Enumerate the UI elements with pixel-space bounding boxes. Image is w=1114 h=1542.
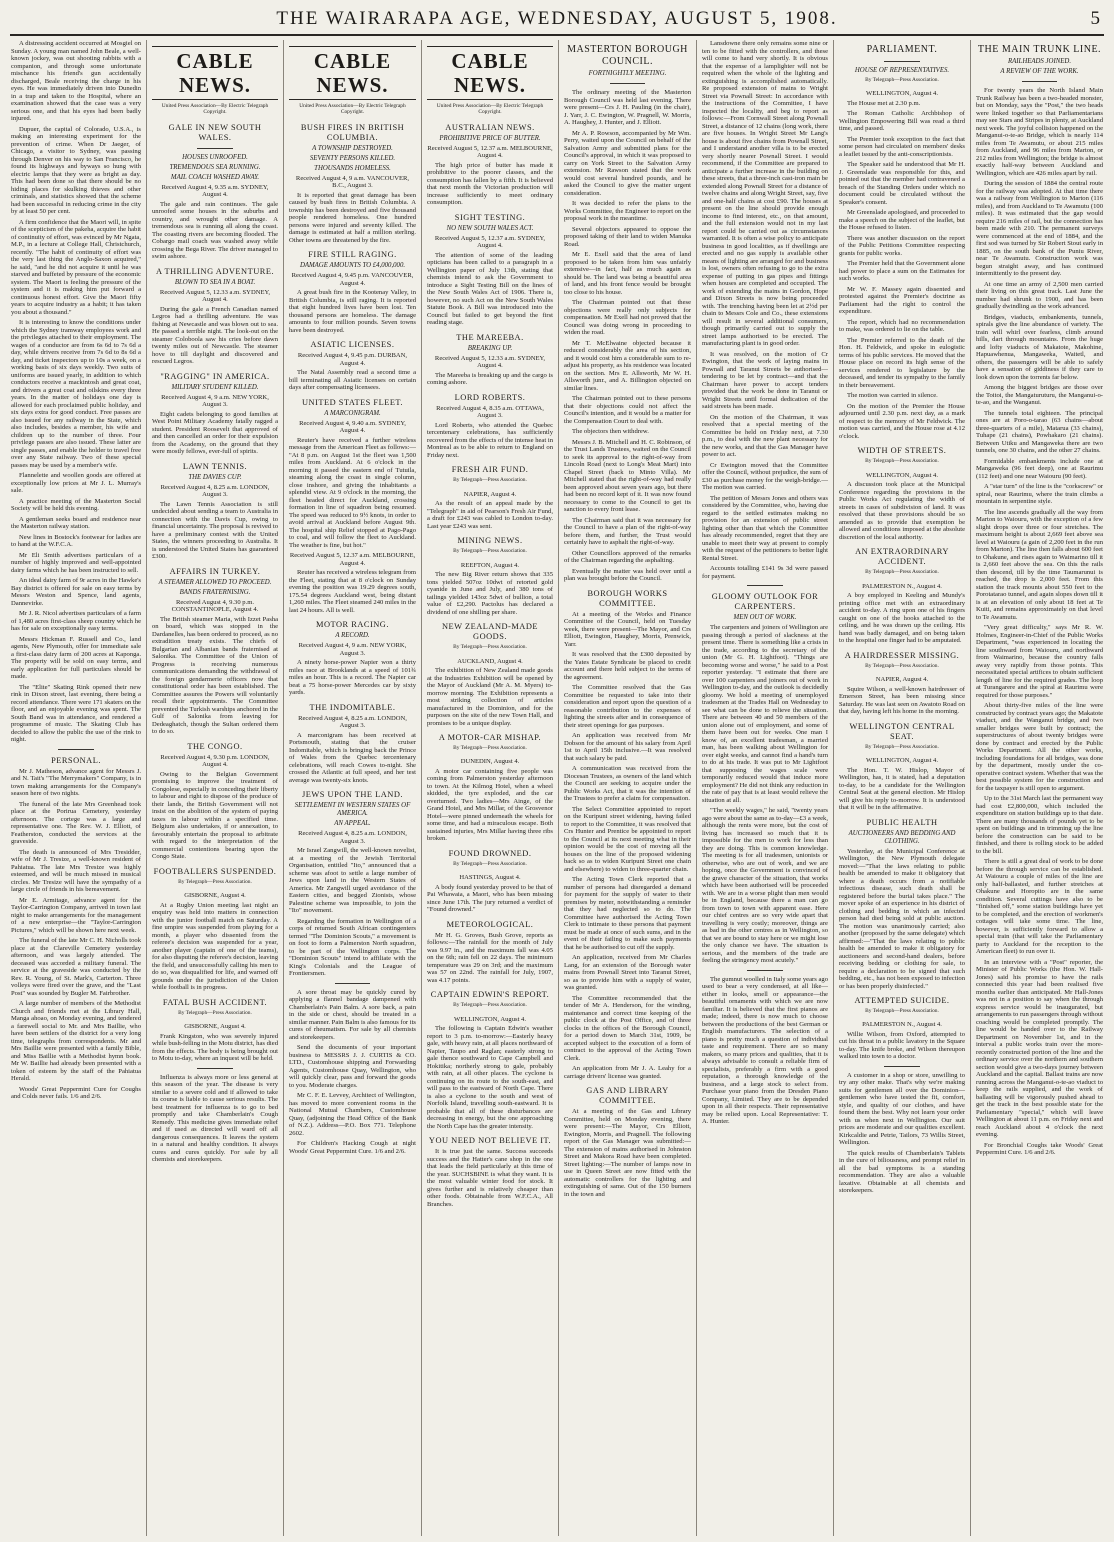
dateline: Received August 4, 9.45 p.m. DURBAN, August 4. bbox=[297, 352, 408, 367]
article-para: Lansdowne there only remains some nine or ten to be fitted with the controllers, and these will come to hand very shortly. It is obvious that the expense of a lamplighter will not be required when the whole of the lighting and extinguishing is accomplished automatically. Re proposed extension of mains to Wright Street via Pownall Street: In accordance with the instructions of the Committee, I have inspected the locality, and beg to report as follows:—From Cornwall Street along Pownall Street, a distance of 12 chains (long work, there are five houses. In Wright Street Mr Lang's house is about five chains from Pownall Street, and I understand another villa is to be erected very shortly nearer Pownall Street. I would recommend, if the Committee are prepared to anticipate a further increase in the building on these streets, that a three-inch cast-iron main be extended along Pownall Street for a distance of twelve chains and along Wright Street, say, five and one-half chains at cost £90. The houses at present on the line should provide enough income to find interest, etc., on that amount, and the full extension would not in my last report could be carried out as circumstances warranted. It is often a wise policy to anticipate business in good localities, as if dwellings are erected and no gas supply is available other means of lighting are arranged for and business is lost, owners often refusing to go to the extra expense of putting in gas pipes and fittings when houses are completed and occupied. The work of extending the mains in Gordon, Hope and Dixon Streets is now being proceeded with. The trenching having been let at 2½d per chain to Messrs Cole and Co., these extensions will result in several additional consumers, though primarily carried out to supply the street lamps authorised to be erected. The manufacturing plant is in good order. bbox=[702, 40, 828, 347]
article-para: The gale and rain continues. The gale unroofed some houses in the suburbs and country, and wrought other damage. A tremendous sea is running all along the coast. The coasting rivers are becoming flooded. The Cobargo mail coach was washed away while crossing the Bega River. The driver managed to swim ashore. bbox=[152, 200, 278, 261]
article-para: An application, received from Mr Charles Lang, for an extension of the Borough water mains from Pownall Street into Taranui Street, so as to provide him with a supply of water, was granted. bbox=[564, 954, 691, 991]
credit-line: By Telegraph—Press Association. bbox=[865, 743, 939, 750]
section-heading: AFFAIRS IN TURKEY. bbox=[169, 566, 261, 576]
article-para: A discussion took place at the Municipal Conference regarding the provisions in the Public Works Act regulating the width of streets in cases of subdivision of land. It was resolved that these provisions should be so amended as to provide that exemption be allowed and conditions imposed at the absolute discretion of the local authority. bbox=[839, 481, 965, 541]
article-para: It was decided to refer the plans to the Works Committee, the Engineer to report on the proposal work in the meantime. bbox=[564, 200, 691, 222]
dateline: Received August 4, 8.25 a.m. LONDON, August 3. bbox=[298, 714, 407, 730]
subheading: A STEAMER ALLOWED TO PROCEED. bbox=[158, 578, 272, 586]
subheading: DAMAGE AMOUNTS TO £4,000,000. bbox=[299, 262, 406, 270]
article-para: The objectors then withdrew. bbox=[572, 428, 649, 435]
article-para: As the result of an appeal made by the "Telegraph" in aid of Pearson's Fresh Air Fund, a draft for £243 was cabled to London to-day. Last year £243 was sent. bbox=[427, 500, 553, 530]
dateline: Received August 4, 9.30 p.m. CONSTANTINOPLE, August 4. bbox=[171, 598, 259, 614]
article-para: The tunnels total eighteen. The principal ones are at Poro-o-tarao (63 chains—about three-quarters of a mile), Matarua (33 chains), Tuhape (21 chains), Powhakaro (21 chains). Between Utiku and Mangaweka there are two tunnels, one 30 chains, and the other 27 chains. bbox=[976, 409, 1103, 454]
article-para: The Select Committee appointed to report on the Kuripuni street widening, having failed to report to the Committee, it was resolved that Crs Hunter and Prentice be appointed to report to the Council at its next meeting what in their opinion would be the cost of moving all the houses on the line of the proposed widening back so as to widen Kuripuni Street one chain and elsewhere) to widen to three-quarter chain. bbox=[564, 805, 691, 873]
divider bbox=[335, 983, 371, 984]
credit-line: By Telegraph—Press Association. bbox=[453, 745, 527, 752]
column-5 bbox=[558, 40, 696, 1536]
section-heading: MOTOR RACING. bbox=[316, 620, 389, 630]
article-para: Squire Wilson, a well-known hairdresser of Emerson Street, has been missing since Saturday. He was last seen on Awatoto Road on that day, having left his home in the morning. bbox=[839, 685, 965, 716]
section-heading: WELLINGTON CENTRAL SEAT. bbox=[849, 721, 955, 741]
section-heading: UNITED STATES FLEET. bbox=[301, 397, 404, 407]
article-para: A firm confidence that the Maori will, in spite of the scepticism of the pakeha, acquire the habit of continuity of effort, was evinced by Mr Ngata, M.P., in a lecture at College Hall, Christchurch, recently. "The habit of continuity of effort was the very last thing the Anglo-Saxon acquired," he said, "and he did not acquire it until he was starved and buffeted by pressure of the economic system. The Maori is feeling the pressure of the system and it is making him put forward a continuous honest effort. Give the Maori fifty years to acquire industry as a habit; it has taken you about a thousand." bbox=[11, 218, 141, 316]
section-heading: PUBLIC HEALTH bbox=[866, 817, 938, 827]
article-para: The Committee recommended that the tender of Mr A. Henderson, for the winding, maintenance and correct time keeping of the public clock at the Post Office, and of three clocks in the offices of the Borough Council, for a period down to March 31st, 1909, be accepted subject to the execution of a form of contract to the approval of the Acting Town Clerk. bbox=[564, 994, 691, 1062]
section-heading: GALE IN NEW SOUTH WALES. bbox=[168, 122, 262, 142]
dateline: Received August 5, 12.37 a.m. MELBOURNE, August 4. bbox=[427, 144, 553, 160]
credit-line: By Telegraph—Press Association. bbox=[453, 860, 527, 867]
section-heading: LAWN TENNIS. bbox=[182, 461, 248, 471]
page-number: 5 bbox=[1090, 8, 1100, 29]
article-para: Among the biggest bridges are those over the Toitoi, the Mangaturuturu, the Manganui-o-te-ao, and the Wanganui. bbox=[976, 384, 1103, 406]
article-para: Messrs J. B. Mitchell and H. C. Robinson, of the Trust Lands Trustees, waited on the Council to seek its approval to the right-of-way from Lincoln Road (next to Long's Meat Mart) into Chapel Street (back to Minto Villa). Mr Mitchell stated that the right-of-way had really been approved about seven years ago, but there had been no record kept of it. It was now found necessary to come to the Council to get its sanction to every front lease. bbox=[564, 438, 691, 513]
article-para: The "Elite" Skating Rink opened their new rink in Dixon street, last evening, there being a record attendance. There were 171 skaters on the floor, and an enjoyable evening was spent. The South Band was in attendance, and rendered a programme of music. The Skating Club has decided to allow the public the use of the rink to night. bbox=[11, 683, 141, 743]
article-para: The following is Captain Edwin's weather report to 3 p.m. to-morrow:—Easterly heavy gale, with heavy rain, at all places northward of Napier, Taupo and Raglan; easterly strong to gale thence southward to Cape Campbell and Hokitika; northerly strong to gale, probably with rain, at all other places. The cyclone is continuing on its route to the south-east, and will pass to the eastward of North Cape. There is also a cyclone to the south and west of Norfolk Island, travelling south-eastward. It is probable that all of these disturbances are decreasing in energy, but the one approaching the North Cape has the greater intensity. bbox=[427, 1025, 553, 1130]
advertisement: Woods' Great Peppermint Cure for Coughs and Colds never fails. 1/6 and 2/6. bbox=[11, 1085, 141, 1100]
advertisement: Send the documents of your important business to MESSRS J. J. CURTIS & CO. LTD., Customhouse shipping and Forwarding Agents, Customhouse Quay, Wellington, who will quickly clear, pass and forward the goods to you. Moderate charges. bbox=[289, 1044, 416, 1089]
dateline: Received August 4, 9.45 p.m. VANCOUVER, August 4. bbox=[291, 272, 414, 287]
article-para: Other Councillors approved of the remarks of the Chairman regarding the asphalting. bbox=[564, 549, 691, 564]
article-para: In an interview with a "Post" reporter, the Minister of Public Works (the Hon. W. Hall-Jones) said his promise to have the rails connected this year had been realised five months earlier than anticipated. Mr Hall-Jones was not in a position to say when the through express service would be inaugurated, but arrangements to run passengers through without coaching would be completed promptly. The line would be handed over to the Railway Department on November 1st, and in the interval a public works train over the more-recently constructed portion of the line and the ordinary service over the northern and southern section would give a two-days journey between Auckland and the capital. Ballast trains are now running across the Manganui-o-te-ao viaduct to keep the rails supplied, and the work of ballasting will be vigorously pushed ahead to get the track in the best possible state for the Parliamentary "special," which will leave Wellington at about 11 p.m. on Friday next and reach Auckland about 4 o'clock the next evening. bbox=[976, 958, 1103, 1138]
article-para: The funeral of the late Mr C. H. Nicholls took place at the Clareville Cemetery yesterday afternoon, and was largely attended. The deceased was accorded a military funeral. The service at the graveside was conducted by the Rev. R. Young, of St. Mark's, Carterton. Three volleys were fired over the grave, and the "Last Post" was sounded by Bugler M. Fairbrother. bbox=[11, 937, 141, 997]
article-para: A practice meeting of the Masterton Social Society will be held this evening. bbox=[11, 497, 141, 512]
article-para: A great bush fire in the Kootenay Valley, in British Columbia, is still raging. It is reported that eight hundred lives have been lost. Ten thousand persons are homeless. The damage amounts to four million pounds. Seven towns have been destroyed. bbox=[289, 289, 416, 334]
article-para: Accounts totalling £141 9s 3d were passed for payment. bbox=[702, 565, 828, 580]
advertisement: It is true just the same. Success succeeds success and the Hatter's cane shop in the one that leads the field particularly at this time of the year. SUCHSBINE is what they want. It is the most valuable winter food for stock. It gives further and is relatively cheaper than other foods. Obtainable from W.F.C.A., All Branches. bbox=[427, 1148, 553, 1208]
article-para: The Committee resolved that the Gas Committee be requested to take into their consideration and report upon the question of a reasonable contribution to the expenses of lighting the streets after and in consequence of their street openings for gas purposes. bbox=[564, 684, 691, 729]
column-1 bbox=[6, 40, 146, 1536]
subheading: FORTNIGHTLY MEETING. bbox=[588, 70, 667, 77]
article-para: Mr Eli Smith advertises particulars of a number of highly improved and well-appointed dairy farms which he has been instructed to sell. bbox=[11, 551, 141, 574]
advertisement: The quick results of Chamberlain's Tablets in the cure of biliousness, and prompt relief in all the bad symptoms is a standing recommendation. They are also a valuable laxative. Obtainable at all chemists and storekeepers. bbox=[839, 1149, 965, 1195]
subheading: THOUSANDS HOMELESS. bbox=[314, 164, 391, 172]
credit-line: United Press Association—By Electric Telegraph Copyright. bbox=[299, 103, 406, 116]
article-para: At a Rugby Union meeting last night an enquiry was held into matters in connection with the junior football match on Saturday. A fine umpire was suspended from playing for a month, a player who dissented from the referee's decision was suspended for a year, another player (captain of one of the teams), for also disputing the referee's decision, leaving the field, and unsuccessfully calling his men to do so, was disqualified for life, and warned off grounds under the jurisdiction of the Union while football is in progress. bbox=[152, 901, 278, 992]
article-para: Yesterday, at the Municipal Conference at Wellington, the New Plymouth delegate moved:—"That the laws relating to public health be amended to make it obligatory that where a death occurs from a notifiable infectious disease, such death shall be registered before the burial takes place." The mover spoke of an experience in his district of clothing and bedding in which an infected person had died being sold at public auction. The motion was unanimously carried; also another (proposed by the same delegate) which affirmed:—"That the laws relating to public health be amended to make it obligatory for auctioneers and second-hand dealers, before receiving bedding or clothing for sale, to require a declaration to be signed that such bedding, etc., has not been exposed to infection or has been properly disinfected." bbox=[839, 847, 965, 990]
article-para: Mr J. R. Nicol advertises particulars of a farm of 1,480 acres first-class sheep country which he has for sale on exceptionally easy terms. bbox=[11, 610, 141, 632]
credit-line: United Press Association—By Electric Telegraph Copyright. bbox=[436, 103, 544, 116]
dateline: WELLINGTON, August 4. bbox=[865, 757, 939, 765]
article-para: During the gale a French Canadian named Legros had a thrilling adventure. He was fishing at Newcastle and was blown out to sea. He passed a terrible night. The look-out on the steamer Coloboola saw his cries before dawn twenty miles out of Newcastle. The steamer hove to till daylight and discovered and rescued Legros. bbox=[152, 305, 278, 366]
article-para: A distressing accident occurred at Mosgiel on Sunday. A young man named John Beale, a well-known jockey, was out shooting rabbits with a companion, and through some unfortunate mischance his friend's gun accidentally discharged, Beale receiving the charge in his eyes. He was immediately driven into Dunedin in a trap and taken to the Hospital, where an examination showed that the case was a very serious one, and that his eyes had been badly injured. bbox=[11, 40, 141, 122]
advertisement: For Bronchial Coughs take Woods' Great Peppermint Cure. 1/6 and 2/6. bbox=[976, 1141, 1103, 1156]
subheading: BLOWN TO SEA IN A BOAT. bbox=[174, 278, 256, 286]
section-heading: ATTEMPTED SUICIDE. bbox=[854, 996, 950, 1006]
article-para: The Mareeba is breaking up and the cargo is coming ashore. bbox=[427, 371, 553, 387]
article-para: It is interesting to know the conditions under which the Sydney tramway employees work and the privileges attached to their employment. The wages of a conductor are from 6s 6d to 7s 6d a day, while drivers receive from 7s 6d to 8s 6d a day, and ticket inspectors up to 10s a week, on a working basis of six days weekly. Two suits of uniforms are issued yearly, in addition to which conductors receive a mackintosh and great coat, and drivers a great coat and oilskins every three years. In the matter of holidays one day is allowed for each proclaimed public holiday, and six days extra for good conduct. Free passes are also issued for any railway in the State, which also includes, besides a member, his wife and children up to the number of three. Four privilege passes are also issued. These latter are single passes, and enable the holder to travel free over any State railway. Two of these special passes may be used by a member's wife. bbox=[11, 319, 141, 469]
section-heading: THE CONGO. bbox=[187, 741, 243, 751]
article-para: At one time an army of 2,500 men carried their living on this great track. Last June the number had shrunk to 1900, and has been gradually dwindling as the work advanced. bbox=[976, 280, 1103, 310]
article-para: Reuter's have received a further wireless message from the American Fleet as follows:— "At 8 p.m. on August 1st the fleet was 1,500 miles from Auckland. At 6 o'clock in the morning it passed the eastern end of Tutuila, steaming along the coast in single column, close inshore, and giving the inhabitants a splendid view. At 9 o'clock in the morning, the fleet headed direct for Auckland, crossing formation in line of squadron being resumed. The speed was reduced to 9½ knots, in order to avoid arrival at Auckland before August 9th. The hospital ship Relief stopped at Pago-Pago to coal, and will follow the fleet to Auckland. The weather is fine, but hot." bbox=[289, 436, 416, 549]
article-para: It is reported that great damage has been caused by bush fires in British Columbia. A township has been destroyed and five thousand people rendered homeless. One hundred persons were injured and seventy killed. The damage is estimated at half a million sterling. Other towns are threatened by the fire. bbox=[289, 191, 416, 244]
section-heading: AN EXTRAORDINARY ACCIDENT. bbox=[855, 547, 949, 567]
dateline: PALMERSTON N., August 4. bbox=[862, 582, 942, 590]
article-para: Cr Ewington moved that the Committee offer the Council, without prejudice, the sum of £30 as purchase money for the weigh-bridge.—The motion was carried. bbox=[702, 461, 828, 491]
article-para: A communication was received from the Diocesan Trustees, as owners of the land which the Council are seeking to acquire under the Public Works Act, that it was the intention of the Trustees to prefer a claim for compensation. bbox=[564, 765, 691, 802]
subheading: A TOWNSHIP DESTROYED. bbox=[312, 144, 393, 152]
article-para: The motion was carried in silence. bbox=[847, 392, 938, 400]
section-heading: SIGHT TESTING. bbox=[454, 212, 526, 222]
advertisement: Influenza is always more or less general at this season of the year. The disease is very similar to a severe cold and if allowed to take its course is liable to cause serious results. The best treatment for influenza is to go to bed promptly and take Chamberlain's Cough Remedy. This medicine gives immediate relief and if used as directed will ward off all dangerous consequences. It leaves the system in a natural and healthy condition. It always cures and cures quickly. For sale by all chemists and storekeepers. bbox=[152, 1073, 278, 1164]
article-para: The British steamer Maria, with Izzet Pasha on board, which was stopped in the Dardanelles, has been ordered to proceed, as no extradition treaty exists. The chiefs of Bulgarian and Albanian bands fraternised at Salonika. The Committee of the Union of Progress is receiving numerous communications demanding the withdrawal of the foreign gendarmerie officers now that constitutional order has been established. The Committee assures the Powers will voluntarily recall their appointments. The Committee prevented the Turkish warships anchored in the Gulf of Salonika from leaving for Dedeaghatch, though the Sultan ordered them to do so. bbox=[152, 615, 278, 736]
article-para: Reuter has received a wireless telegram from the Fleet, stating that at 8 o'clock on Sunday evening the position was 19.29 degrees south, 175.54 degrees Auckland west, being distant 1,260 miles. The Fleet steamed 240 miles in the last 24 hours. All is well. bbox=[289, 569, 416, 614]
subheading: HOUSES UNROOFED. bbox=[182, 153, 248, 161]
article-para: Eventually the matter was held over until a plan was brought before the Council. bbox=[564, 567, 691, 582]
section-heading: METEOROLOGICAL. bbox=[446, 919, 534, 929]
article-para: The carpenters and joiners of Wellington are passing through a period of slackness at the present time. There is something like a crisis in the trade, according to the secretary of the union (Mr G. H. Lightfoot). "Things are becoming worse and worse," he said to a Post reporter yesterday. "I estimate that there are over 100 carpenters and joiners out of work in Wellington to-day, and the outlook is decidedly gloomy. We hold a meeting of unemployed tradesmen at the Trades Hall on Wednesday to see what can be done to relieve the situation. There are between 40 and 50 members of the union alone out of employment, and some of them have been out for weeks. One man I know of, an excellent tradesman, a married man, has been walking about Wellington for over eight weeks, and cannot find a hand's turn to do at his trade. It was put to Mr Lightfoot that supposing the wages scale were temporarily reduced would that induce more employment? He did not think any reduction in the rate of pay that is at least would relieve the situation at all. bbox=[702, 624, 828, 804]
article-para: The report, which had no recommendation to make, was ordered to lie on the table. bbox=[839, 318, 965, 334]
subheading: MILITARY STUDENT KILLED. bbox=[171, 383, 259, 391]
section-heading: PARLIAMENT. bbox=[866, 44, 938, 55]
section-heading: MINING NEWS. bbox=[457, 536, 523, 546]
divider bbox=[747, 585, 782, 586]
section-heading: A HAIRDRESSER MISSING. bbox=[844, 650, 960, 660]
section-heading: PERSONAL. bbox=[51, 755, 101, 765]
article-para: Mr Greenslade apologised, and proceeded to make a speech on the subject of the leaflet, but the House refused to listen. bbox=[839, 209, 965, 232]
divider bbox=[197, 1068, 232, 1069]
column-3 bbox=[283, 40, 421, 1536]
article-para: The exhibition of New Zealand made goods at the Industries Exhibition will be opened by the Mayor of Auckland (Mr A. M. Myers) to-morrow morning. The Exhibition represents a most striking collection of articles manufactured in the Dominion, and for the purposes on the site of the new Town Hall, and promises to be a unique display. bbox=[427, 667, 553, 727]
dateline: PALMERSTON N., August 4. bbox=[862, 1021, 942, 1029]
dateline: Received August 4, 9 a.m. NEW YORK, August 3. bbox=[161, 393, 269, 409]
section-heading: NEW ZEALAND-MADE GOODS. bbox=[442, 622, 538, 642]
credit-line: By Telegraph—Press Association. bbox=[865, 569, 939, 576]
article-para: A ninety horse-power Napier won a thirty miles race at Brooklands at a speed of 101¾ miles an hour. This is a record. The Napier car beat a 75 horse-power Mercedes car by sixty yards. bbox=[289, 659, 416, 697]
dateline: WELLINGTON, August 4. bbox=[453, 1015, 527, 1023]
article-para: Messrs Hickman F. Russell and Co., land agents, New Plymouth, offer for immediate sale a first-class dairy farm of 200 acres at Kaponga. The property will be sold on easy terms, and early application for full particulars should be made. bbox=[11, 635, 141, 680]
cable-news-heading: CABLE NEWS. bbox=[427, 46, 553, 100]
article-para: It was resolved, on the motion of Cr Ewington, that the work of laying mains in Pownall and Taranui Streets be authorised—tendering to be let by contract—and that the Chairman have power to accept tenders provided that the work be done in Taranui or Wright Streets until formal dedication of the said streets has been made. bbox=[702, 350, 828, 410]
section-heading: FATAL BUSH ACCIDENT. bbox=[162, 997, 268, 1007]
credit-line: By Telegraph—Press Association. bbox=[865, 77, 939, 83]
article-para: Bridges, viaducts, embankments, tunnels, spirals give the line abundance of variety. The train will whirl over fearless, climb around hills, dart through mountains. From the huge and lofty viaducts of Makatote, Makohine, Hapuawhenua, Mangaweka, Waitetl, and others, the passengers will be able to safely have a sensation of giddiness if they care to look down upon the torrents far below. bbox=[976, 313, 1103, 381]
divider bbox=[884, 61, 919, 62]
subheading: PROHIBITIVE PRICE OF BUTTER. bbox=[439, 134, 541, 142]
article-para: Eight cadets belonging to good families at West Point Military Academy fatally ragged a student. President Roosevelt that approved of and then cancelled an order for their expulsion from the Academy, on the ground that they were mostly fellows, ever-full of spirits. bbox=[152, 410, 278, 456]
article-para: The line ascends gradually all the way from Marton to Waiouru, with the exception of a few slight drops over three or four stretches. The maximum height is about 2,669 feet above sea level at Waiouru (a gain of 2,200 feet in the run from Marton). The line then falls about 600 feet to Ohakune, and rises again to Waimarino till it is 2,660 feet above the sea. On this the rails then descend, till by the time Taumarunui is reached, the drop is 2,000 feet. From this station the track mounts about 550 feet to the Porotatarao tunnel, and again slopes down till it is at an elevation of only about 18 feet at Te Kuiti, and remains approximately on that level to Te Awamutu. bbox=[976, 508, 1103, 621]
divider bbox=[58, 749, 94, 750]
article-para: A "star turn" of the line is the "corkscrew" or spiral, near Raurimu, where the train climbs a mountain in serpentine style. bbox=[976, 483, 1103, 505]
section-heading: FOUND DROWNED. bbox=[448, 848, 532, 858]
article-para: A body found yesterday proved to be that of Pai Whawaia, a Maori, who has been missing since June 17th. The jury returned a verdict of "Found drowned." bbox=[427, 883, 553, 914]
credit-line: United Press Association—By Electric Telegraph Copyright. bbox=[161, 103, 269, 116]
dateline: Received August 4, 9.30 p.m. LONDON, August 4. bbox=[160, 753, 270, 769]
advertisement: The gumnut woolled in Italy some years ago used to bear a very condensed, at all like—either in looks, smell or appearance—the beautiful ornaments with which we are now familiar. It is believed that the first pianos are made; indeed, there is now much to choose between the productions of the best German or English manufacturers. The selection of a piano is pretty much a question of individual taste and requirement. There are so many makers, so many prices and qualities, that it is always advisable to consult a reliable firm of specialists, preferably a firm with a good reputation, a thorough knowledge of the business, and a large stock to select from. Purchase your piano from the Dresden Piano Company, Limited. They are to be depended upon in all their respects. Their representative may be relied upon. Local Representative: T. A. Hunter. bbox=[702, 975, 828, 1125]
dateline: HASTINGS, August 4. bbox=[459, 874, 521, 882]
dateline: Received August 5, 12.33 a.m. SYDNEY, August 4. bbox=[434, 354, 546, 370]
subheading: MEN OUT OF WORK. bbox=[733, 614, 797, 621]
subheading: RAILHEADS JOINED. bbox=[1007, 58, 1072, 65]
advertisement: A sore throat may be quickly cured by applying a flannel bandage dampened with Chamberlain's Pain Balm. A sore back, a pain in the side or chest, should be treated in a similar manner. Pain Balm is also famous for its cures of rheumatism. For sale by all chemists and storekeepers. bbox=[289, 988, 416, 1041]
section-heading: BUSH FIRES IN BRITISH COLUMBIA. bbox=[300, 122, 405, 142]
credit-line: By Telegraph—Press Association. bbox=[865, 1008, 939, 1015]
article-para: The death is announced of Mrs Tresidder, wife of Mr J. Tresize, a well-known resident of Pahiatua. The late Mrs Tresize was highly esteemed, and will be much missed in musical circles. Mr Tresize will have the sympathy of a large circle of friends in his bereavement. bbox=[11, 848, 141, 893]
credit-line: By Telegraph—Press Association. bbox=[178, 878, 252, 885]
article-para: The Chairman pointed out that these objections were really only subjects for compensation. Mr Exell had not proved that the Council was doing wrong in proceeding to widen the road. bbox=[564, 299, 691, 336]
section-heading: A MOTOR-CAR MISHAP. bbox=[438, 733, 542, 743]
dateline: AUCKLAND, August 4. bbox=[457, 657, 523, 665]
section-heading: "RAGGING" IN AMERICA. bbox=[160, 371, 270, 381]
dateline: WELLINGTON, August 4. bbox=[865, 471, 939, 479]
article-para: During the session of 1884 the central route for the railway was adopted. At that time there was a railway from Wellington to Marton (116 miles), and from Auckland to Te Awamutu (100 miles). It was estimated that the gap would require 216 miles of rail, but the connection has been made with 210. The permanent surveys were commenced at the end of 1884, and the first sod was turned by Sir Robert Stout early in 1885, on the south bank of the Puniu River, near Te Awamutu. Construction work was begun straight away, and has continued intermittently to the present day. bbox=[976, 180, 1103, 277]
article-para: Regarding the formation in Wellington of a corps of returned South African contingenters termed "The Dominion Scouts," a movement is on foot to form a Palmerston North squadron, to be part of the Wellington corps. The "Dominion Scouts" intend to affiliate with the King's Colonials and the League of Frontiersmen. bbox=[289, 917, 416, 978]
credit-line: By Telegraph—Press Association. bbox=[178, 1009, 252, 1016]
subheading: HOUSE OF REPRESENTATIVES. bbox=[854, 67, 950, 74]
masthead-title: THE WAIRARAPA AGE, WEDNESDAY, AUGUST 5, 1908. bbox=[276, 8, 838, 29]
advertisement: Mr C. F. E. Levvey, Architect of Wellington, has moved to more convenient rooms in the National Mutual Chambers, Customhouse Quay, (adjoining the Head Office of the Bank of N.Z.). Address—P.O. Box 771. Telephone 2602. bbox=[289, 1092, 416, 1137]
article-para: Mr H. G. Groves, Bush Grove, reports as follows:—The rainfall for the month of July was 9.97 in., and the maximum fall was 4.05 on the 6th; rain fell on 22 days. The minimum temperature was 29 on 3rd; and the maximum was 57 on 22nd. The rainfall for July, 1907, was 4.17 points. bbox=[427, 931, 553, 984]
article-para: A boy employed in Keeling and Mundy's printing office met with an extraordinary accident to-day. A ring upon one of his fingers caught on one of the hooks attached to the ceiling, and he was drawn up the ceiling. His hand was badly damaged, and on being taken to the hospital one finger had to be amputated. bbox=[839, 592, 965, 645]
article-para: A large number of members of the Methodist Church and friends met at the Library Hall, Manga ahoao, on Monday evening, and tendered a farewell social to Mr. and Mrs Baillie, who have been settlers of the district for a very long time, telegraphs from correspondents. Mr and Mrs Baillie were presented with a family Bible, and Miss Baillie with a Methodist hymn book. Mr W. Baillie had already been presented with a token of esteem by the staff of the Pahiatua Herald. bbox=[11, 1000, 141, 1082]
article-para: Mr W. F. Massey again dissented and protested against the Premier's doctrine as Parliament had the right to control the expenditure. bbox=[839, 285, 965, 316]
column-8 bbox=[970, 40, 1108, 1536]
credit-line: By Telegraph—Press Association. bbox=[453, 548, 527, 555]
credit-line: By Telegraph—Press Association. bbox=[453, 1002, 527, 1009]
column-6 bbox=[696, 40, 833, 1536]
article-para: On the motion of the Chairman, it was resolved that a special meeting of the Committee be held on Friday next, at 7.30 p.m., to deal with the new plant necessary for the new works, and that the Gas Manager have power to act. bbox=[702, 413, 828, 458]
article-para: The Natal Assembly read a second time a bill terminating all Asiatic licenses on certain days after compensating licensees. bbox=[289, 369, 416, 392]
section-heading: BOROUGH WORKS COMMITTEE. bbox=[587, 588, 668, 608]
dateline: WELLINGTON, August 4. bbox=[865, 90, 939, 98]
column-4 bbox=[421, 40, 558, 1536]
dateline: NAPIER, August 4. bbox=[463, 490, 517, 498]
article-para: Mr J. Matheson, advance agent for Messrs J. and N. Tait's "The Merrymakers" Company, is in town making arrangements for the Company's season here of two nights. bbox=[11, 767, 141, 797]
dateline: Received August 5, 12.37 a.m. SYDNEY, August 4. bbox=[434, 234, 546, 250]
article-para: There is still a great deal of work to be done before the through service can be established. At Waiouru a couple of miles of the line are only half-ballasted, and further stretches at Ohakune and Horopito are in the same condition. Several cuttings have also to be "finished off," some station buildings have yet to be completed, and the erection of workmen's cottages will take some time. The line, however, is sufficiently forward to allow a special train (that will take the Parliamentary party to Auckland for the reception to the American fleet) to run over it. bbox=[976, 858, 1103, 955]
section-heading: ASIATIC LICENSES. bbox=[310, 340, 395, 350]
article-para: Frank Kingston, who was severely injured while bush-felling in the Motu district, has died from the effects. The body is being brought out to Motu to-day, where an inquest will be held. bbox=[152, 1032, 278, 1063]
subheading: BANDS FRATERNISING. bbox=[179, 588, 251, 596]
article-para: Mr T. McElwaine objected because it reduced considerably the area of his section, and it would cost him a considerable sum to re-adjust his property, as his residence was located on the section. Mrs E. Allsworth, Mr W. H. Allsworth junr., and A. Billington objected on similar lines. bbox=[564, 339, 691, 392]
article-para: The funeral of the late Mrs Greenhead took place at the Porirua Cemetery, yesterday afternoon. The cortege was a large and representative one. The Rev. W. J. Elliott, of Featherston, conducted the services at the graveside. bbox=[11, 800, 141, 845]
dateline: Received August 4, 9.35 a.m. SYDNEY, August 4. bbox=[161, 183, 269, 199]
article-para: An application from Mr J. A. Leahy for a carriage drivers' license was granted. bbox=[564, 1065, 691, 1080]
subheading: A REVIEW OF THE WORK. bbox=[1000, 68, 1079, 75]
article-para: The Roman Catholic Archbishop of Wellington Empowering Bill was read a third time, and passed. bbox=[839, 110, 965, 133]
dateline: Received August 4, 9 a.m. VANCOUVER, B.C., August 3. bbox=[295, 174, 410, 190]
article-para: It was resolved that the £300 deposited by the Yates Estate Syndicate be placed to credit account and there held subject to the terms of the agreement. bbox=[564, 651, 691, 681]
subheading: NO NEW SOUTH WALES ACT. bbox=[446, 224, 534, 232]
article-para: Willie Wilson, from Oxford, attempted to cut his throat in a public lavatory in the Square to-day. The knife broke, and Wilson thereupon walked into town to a doctor. bbox=[839, 1030, 965, 1061]
article-para: There was another discussion on the report of the Public Petitions Committee respecting grants for public works. bbox=[839, 234, 965, 257]
subheading: SETTLEMENT IN WESTERN STATES OF AMERICA. bbox=[294, 802, 411, 818]
section-heading: FOOTBALLERS SUSPENDED. bbox=[153, 866, 277, 876]
article-para: A gentleman seeks board and residence near the Masterton railway station. bbox=[11, 515, 141, 530]
credit-line: By Telegraph—Press Association. bbox=[453, 477, 527, 484]
subheading: SEVENTY PERSONS KILLED. bbox=[309, 154, 396, 162]
dateline: GISBORNE, August 4. bbox=[184, 892, 246, 900]
section-heading: YOU NEED NOT BELIEVE IT. bbox=[428, 1136, 552, 1146]
article-para: Owing to the Belgian Government promising to improve the treatment of Congolese, especially in conceding their liberty to labour and right to dispose of the produce of their lands, the British Government will not insist on the abolition of the system of paying taxes in labour within a specified time. Belgium also undertakes, if or annexation, to favourably entertain the proposal to arbitrate with regard to the interpretation of the commercial contentions bearing upon the Congo State. bbox=[152, 770, 278, 861]
credit-line: By Telegraph—Press Association. bbox=[865, 662, 939, 669]
dateline: NAPIER, August 4. bbox=[875, 676, 929, 684]
article-para: Dupuer, the capital of Colorado, U.S.A., is making an interesting experiment for the prevention of crime. When Dr Jaeger, of Chicago, a visitor to Sydney, was passing through Denver on his way to San Francisco, he found its highways and byways so hung with electric lamps that they were as bright as day. This had been done so that there should be no hiding places for skulking thieves and other criminals, and statistics showed that the scheme had been successful in reducing crime in the city by at least 50 per cent. bbox=[11, 125, 141, 215]
section-heading: THE MAREEBA. bbox=[456, 332, 524, 342]
subheading: AN APPEAL. bbox=[334, 820, 371, 828]
article-para: The House met at 2.30 p.m. bbox=[847, 99, 921, 107]
advertisement: A customer in a shop or store, unwilling to try any other make. That's why we're making suits for gentlemen all over the Dominion—gentlemen who have tested the fit, comfort, style, and quality of our clothes, and have found them the best. Why not learn your order with us when next in Wellington. Our suit prices are moderate and our qualities excellent. Kirkcaldie and Petrie, Tailors, 73 Willis Street, Wellington. bbox=[839, 1071, 965, 1147]
divider bbox=[1022, 81, 1058, 82]
article-para: The Speaker said he understood that Mr H. J. Greenslade was responsible for this, and pointed out that the member had contravened a breach of the Standing Orders under which no document could be circulated without the Speaker's consent. bbox=[839, 161, 965, 206]
article-para: A marconigram has been received at Portsmouth, stating that the cruiser Indomitable, which is bringing back the Prince of Wales from the Quebec tercentenary celebrations, will reach Cowes to-night. She crossed the Atlantic at full speed, and her test average was twenty-six knots. bbox=[289, 731, 416, 784]
article-para: "The weekly wages," he said, "twenty years ago were about the same as to-day—£3 a week, although the rents were more, but the cost of living has increased so much that it is impossible for the men to work for less than they are doing. This is common knowledge. The meeting is for all tradesmen, unionists or otherwise, who are out of work, and we are hoping, once the Government is convinced of the grave character of the situation, that works which have been authorised will be proceeded with. We are in a worse plight than men would be in England, because there a man can go from town to town with apparent ease. Here our chief centres are so very wide apart that travelling is very costly; moreover, things are as bad in the other centres as in Wellington, so that we are bound to stay here or we might lose the only chance we have. The situation is serious, and the members of the trade are feeling the stringency most acutely." bbox=[702, 807, 828, 964]
article-para: Flannelette and woollen goods are offered at exceptionally low prices at Mr J. L. Murray's sale. bbox=[11, 472, 141, 494]
dateline: REEFTON, August 4. bbox=[460, 561, 520, 569]
article-para: An application was received from Mr Dobson for the amount of his salary from April 1st to April 15th inclusive.—It was resolved that such salary be paid. bbox=[564, 732, 691, 762]
divider bbox=[747, 970, 782, 971]
article-para: About thirty-five miles of the line were constructed by contract years ago; the Makatote viaduct, and the Wanganui bridge, and two smaller bridges were built by contract; the superstructures of about twenty bridges were done by contract and erected by the Public Works Department. All the other works, including foundations for all bridges, was done by the department, mostly under the co-operative contract system. Whether that was the best possible system for the construction and for the taxpayer is still open to argument. bbox=[976, 702, 1103, 792]
columns bbox=[6, 40, 1108, 1536]
article-para: The Premier took exception to the fact that some person had circulated on members' desks a leaflet issued by the anti-conscriptionists. bbox=[839, 135, 965, 158]
article-para: New lines in Bostock's footwear for ladies are to hand at the W.F.C.A. bbox=[11, 533, 141, 548]
advertisement: For Children's Hacking Cough at night Woods' Great Peppermint Cure. 1/6 and 2/6. bbox=[289, 1140, 416, 1155]
section-heading: THE INDOMITABLE. bbox=[309, 702, 396, 712]
article-para: Several objectors appeared to oppose the proposed taking of their land to widen Manuka Road. bbox=[564, 225, 691, 248]
dateline: Received August 4, 8.25 a.m. LONDON, August 3. bbox=[298, 830, 407, 845]
article-para: Mr A. P. Rowson, accompanied by Mr Wm. Perry, waited upon the Council on behalf of the Salvation Army and submitted plans for the Council's approval, in which it was proposed to carry on York Street to the Salvation Army extension. Mr Rawson stated that the work would cost several hundred pounds, and he asked the Council to give the matter urgent consideration. bbox=[564, 129, 691, 197]
subheading: BREAKING UP. bbox=[467, 344, 513, 352]
article-para: The attention of some of the leading opticians has been called to a paragraph in a Wellington paper of July 13th, stating that chemists intend to ask the Government to introduce a Sight Testing Bill on the lines of the New South Wales Act of 1906. There is, however, no such Act on the New South Wales Statute Book. A Bill was introduced into the Council but failed to get beyond the first reading stage. bbox=[427, 251, 553, 327]
section-heading: FRESH AIR FUND. bbox=[451, 465, 529, 475]
article-para: "Very great difficulty," says Mr R. W. Holmes, Engineer-in-Chief of the Public Works Department, "was experienced in locating the line southward from Waiouru, and northward from Waimarino, because the country falls away very rapidly from those points. This necessitated special artifices to obtain sufficient length of line for the required grades. The loop at Turangarere and the spiral at Raurimu were required for those purposes." bbox=[976, 624, 1103, 699]
article-para: For twenty years the North Island Main Trunk Railway has been a two-headed monster, but on Monday, says the "Post," the two heads were linked together so that Parliamentarians may see Stars and Stripes in plenty, at Auckland next week. The joyful collision happened on the Manganui-o-te-ao Bridge, which is nearly 114 miles from Te Awamutu, or about 215 miles from Auckland, and 96 miles from Marton, or 212 miles from Wellington; the bridge is almost exactly half-way between Auckland and Wellington, which are 426 miles apart by rail. bbox=[976, 87, 1103, 177]
section-heading: MASTERTON BOROUGH COUNCIL. bbox=[567, 44, 688, 67]
article-para: The high price of butter has made it prohibitive to the poorer classes, and the consumption has fallen by a fifth. It is believed that next month the Victorian production will increase sufficiently to meet ordinary consumption. bbox=[427, 161, 553, 207]
article-para: A motor car containing five people was coming from Palmerston yesterday afternoon to town. At the Kilmog Hotel, when a wheel skidded, the tyre exploded, and the car overturned. Two ladies—Mrs Ainge, of the Grand Hotel, and Mrs Millar, of the Grosvenor Hotel—were pinned underneath the wheels for some time, and had a miraculous escape. Both sustained injuries, Mrs Millar having three ribs broken. bbox=[427, 767, 553, 843]
divider bbox=[610, 83, 646, 84]
cable-news-heading: CABLE NEWS. bbox=[289, 46, 416, 100]
article-para: The Chairman pointed out to these persons that their objections could not affect the Council's intention, and it would be a matter for the Compensation Court to deal with. bbox=[564, 395, 691, 425]
section-heading: JEWS UPON THE LAND. bbox=[301, 790, 403, 800]
section-heading: WIDTH OF STREETS. bbox=[857, 446, 947, 456]
dateline: Received August 4, 9 a.m. NEW YORK, August 3. bbox=[298, 642, 407, 657]
column-7 bbox=[833, 40, 970, 1536]
credit-line: By Telegraph—Press Association. bbox=[865, 458, 939, 465]
subheading: MAIL COACH WASHED AWAY. bbox=[170, 173, 260, 181]
article-para: The Lawn Tennis Association is still undecided about sending a team to Australia in connection with the Davis Cup, owing to financial uncertainty. The proposal is revived to have a preliminary contest with the United States, the winners proceeding to Australia. It is understood the United States has guaranteed £300. bbox=[152, 500, 278, 561]
dateline: Received August 5, 12.37 a.m. MELBOURNE, August 4. bbox=[289, 552, 416, 567]
dateline: GISBORNE, August 4. bbox=[184, 1023, 246, 1031]
dateline: Received August 5, 12.33 a.m. SYDNEY, August 4. bbox=[159, 288, 271, 304]
divider bbox=[197, 148, 232, 149]
article-para: On the motion of the Premier the House adjourned until 2.30 p.m. next day, as a mark of respect to the memory of Mr Feldwick. The motion was carried, and the House rose at 4.12 o'clock. bbox=[839, 402, 965, 440]
section-heading: AUSTRALIAN NEWS. bbox=[445, 122, 535, 132]
article-para: At a meeting of the Gas and Library Committee, held on Monday evening, there were present:—The Mayor, Crs Elliott, Ewington, Morris, and Pragnell. The following report of the Gas Manager was submitted:—The extension of mains authorised in Johnston Street and Makora Road have been completed. Street lighting:—The number of lamps now in use in Queen Street are now fitted with the automatic controllers for the lighting and extinguishing of same. Out of the 150 burners in the town and bbox=[564, 1108, 691, 1198]
subheading: TREMENDOUS SEA RUNNING. bbox=[169, 163, 261, 171]
dateline: Received August 4, 8.35 a.m. OTTAWA, August 3. bbox=[436, 404, 544, 420]
article-para: Mr E. Exell said that the area of land proposed to be taken from him was unfairly extensive—in fact, half as much again as should be. The land was being a beautiful area of land, and his front fence would be brought too close to his house. bbox=[564, 251, 691, 296]
article-para: The petition of Messrs Jones and others was considered by the Committee, who, having due regard to the settled estimates making no provision for an extension of public street lighting other than that which the Committee has already recommended, regret that they are unable to meet their way at present to comply with the request of the petitioners to better light Rental Street. bbox=[702, 494, 828, 562]
section-heading: THE MAIN TRUNK LINE. bbox=[977, 44, 1102, 55]
article-para: The Hon. T. W. Hislop, Mayor of Wellington, has, it is stated, had a deputation to-day, to be a candidate for the Wellington Central Seat at the general election. Mr Hislop will give his reply to-morrow. It is understood that it will be in the affirmative. bbox=[839, 766, 965, 812]
masthead bbox=[10, 6, 1104, 36]
article-para: Mr Israel Zangwill, the well-known novelist, at a meeting of the Jewish Territorial Organisation, entitled "Ito," announced that a scheme was afoot to settle a large number of Jews upon land in the Western States of America. Mr Zangwill urged avoidance of the Eastern cities, and begged Zionists, whose Palestine scheme was impossible, to join the "Ito" movement. bbox=[289, 847, 416, 915]
article-para: The Premier held that the Government alone had power to place a sum on the Estimates for such works. bbox=[839, 260, 965, 283]
section-heading: CAPTAIN EDWIN'S REPORT. bbox=[430, 990, 550, 1000]
article-para: An ideal dairy farm of 9r acres in the Hawke's Bay district is offered for sale on easy terms by Messrs Weston and Spence, land agents, Dannevirke. bbox=[11, 577, 141, 607]
section-heading: GAS AND LIBRARY COMMITTEE. bbox=[586, 1086, 669, 1105]
divider bbox=[884, 1066, 919, 1067]
article-para: The Acting Town Clerk reported that a number of persons had disregarded a demand for payment for the supply of water to their premises by meter, notwithstanding a reminder that they had neglected so to do. The Committee have authorised the Acting Town Clerk to intimate to these persons that payment must be made at once of such sums, and in the event of their failing to make such payments that he be authorised to cut off the supply. bbox=[564, 876, 691, 951]
subheading: AUCTIONEERS AND BEDDING AND CLOTHING. bbox=[848, 829, 956, 845]
credit-line: By Telegraph—Press Association. bbox=[453, 644, 527, 651]
article-para: The ordinary meeting of the Masterton Borough Council was held last evening. There were present—Crs J. H. Pauling (in the chair), J. Yarr, J. C. Ewington, W. Pragnell, W. Morris, A. Haughey, J. Hunter, and J. Elliott. bbox=[564, 89, 691, 126]
article-para: Lord Roberts, who attended the Quebec tercentenary celebrations, has sufficiently recovered from the effects of the intense heat in Montreal as to be able to return to England on Friday next. bbox=[427, 421, 553, 459]
subheading: A RECORD. bbox=[335, 632, 370, 640]
article-para: Up to the 31st March last the permanent way had cost £2,800,000, which included the expenditure on station buildings up to that date. There are many thousands of pounds yet to be spent on buildings and in trimming up the line before the construction can be said to be finished, and there is rolling stock to be added to the bill. bbox=[976, 795, 1103, 855]
section-heading: A THRILLING ADVENTURE. bbox=[155, 266, 275, 276]
cable-news-heading: CABLE NEWS. bbox=[152, 46, 278, 100]
dateline: DUNEDIN, August 4. bbox=[460, 758, 520, 766]
article-para: Mr E. Armitage, advance agent for the Taylor-Carrington Company, arrived in town last night to make arrangements for the management of a new enterprise—the "Taylor-Carrington Pictures," which will be shown here next week. bbox=[11, 896, 141, 934]
article-para: At a meeting of the Works and Finance Committee of the Council, held on Tuesday week, there were present—The Mayor, and Crs Elliott, Ewington, Haughey, Morris, Prenwick, Yarr. bbox=[564, 610, 691, 648]
section-heading: GLOOMY OUTLOOK FOR CARPENTERS. bbox=[711, 592, 819, 611]
dateline: Received August 4, 9.40 a.m. SYDNEY, August 4. bbox=[299, 419, 406, 435]
section-heading: FIRE STILL RAGING. bbox=[308, 250, 397, 260]
article-para: The new Big River return shows that 335 tons yielded 507oz 10dwt of retorted gold cyanide in June and July, and 380 tons of tailings yielded 143oz 5dwt of bullion, a total value of £2,290. Pactolus has declared a dividend of one shilling per share. bbox=[427, 571, 553, 616]
subheading: THE DAVIES CUP. bbox=[188, 473, 242, 481]
dateline: Received August 4, 8.25 a.m. LONDON, August 3. bbox=[160, 483, 270, 499]
column-2 bbox=[146, 40, 283, 1536]
article-para: The Premier referred to the death of the Hon. H. Feldwick, and spoke in eulogistic terms of his public services. He moved that the House place on record its high sense of the services rendered to legislature by the deceased, and tender its sympathy to the family in their bereavement. bbox=[839, 336, 965, 389]
article-para: The Chairman said that it was necessary for the Council to have a plan of the right-of-way before them, and further, the Trust would certainly have to asphalt the right-of-way. bbox=[564, 516, 691, 546]
subheading: A MARCONIGRAM. bbox=[324, 409, 381, 417]
article-para: Formidable embankments include one at Mangaweka (96 feet deep), one at Raurimu (112 feet) and one near Waiouru (90 feet). bbox=[976, 457, 1103, 480]
section-heading: LORD ROBERTS. bbox=[454, 392, 526, 402]
